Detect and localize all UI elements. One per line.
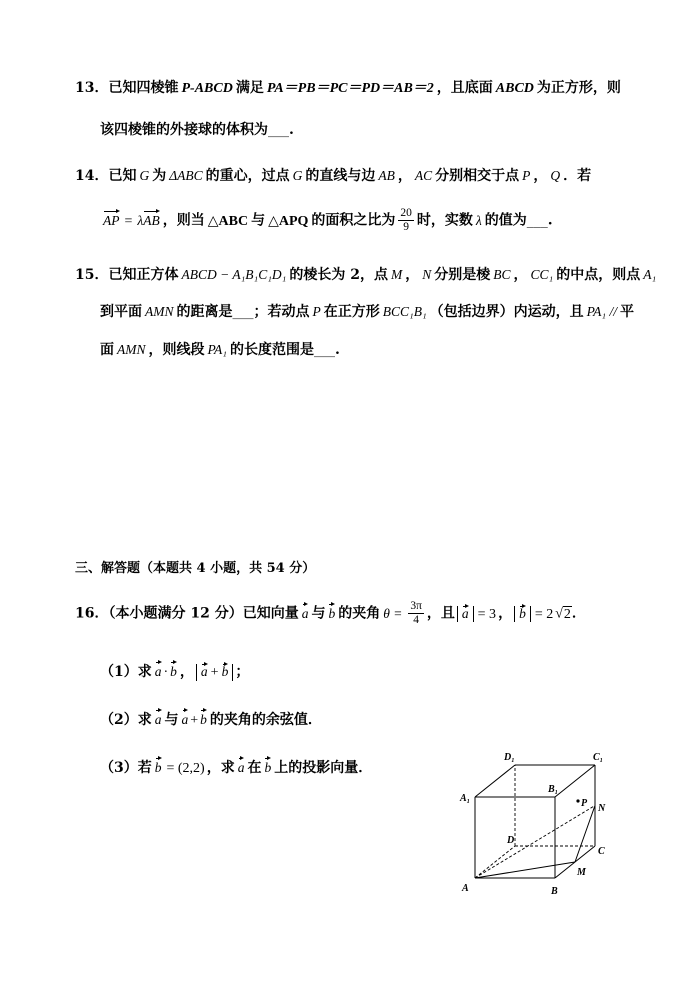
q16-p2-plus: + [190, 713, 199, 728]
q14-fraction [398, 207, 414, 234]
q15-text-2: 的棱长为 2，点 [289, 267, 388, 283]
q14-number: 14． [75, 168, 109, 184]
q16-p3-text-3: 上的投影向量． [274, 760, 373, 776]
segment-a-m [475, 862, 575, 878]
q16-theta: θ = [383, 605, 403, 621]
q14-math-g: G [139, 168, 150, 183]
cube-hidden-edges [475, 765, 595, 878]
q13-math-base: ABCD [495, 81, 534, 96]
q14-text-9: ，则当 [162, 212, 205, 229]
q15-answer-blank-2: ___ [313, 342, 335, 358]
q15-text-7: 到平面 [100, 304, 142, 320]
label-b1: B₁ [548, 784, 559, 795]
point-p-dot [576, 799, 579, 802]
q15-text-6: 的中点，则点 [556, 267, 641, 283]
q13-text-5: 该四棱锥的外接球的体积为 [100, 122, 268, 138]
q16-end: ． [571, 605, 586, 622]
q16-text-1: （本小题满分 12 分）已知向量 [108, 605, 299, 622]
q13-line-2 [100, 120, 294, 140]
q16-p3-vector-b: b [155, 758, 162, 778]
q15-line-1 [75, 265, 659, 285]
q15-text-11: （包括边界）内运动，且 [429, 304, 584, 320]
q14-text-2: 为 [152, 168, 167, 184]
q15-math-a1: A₁ [643, 267, 657, 282]
label-d1: D₁ [504, 752, 515, 763]
q14-fraction-denominator: 9 [403, 221, 410, 233]
q14-text-10: 与 [251, 212, 266, 229]
q14-math-ab: AB [378, 168, 395, 183]
q14-math-g-2: G [292, 168, 303, 183]
q16-p1-sum-a: a [200, 663, 208, 679]
q15-math-pa1: PA₁ [207, 342, 227, 357]
q16-p1-end: ； [235, 664, 250, 680]
label-b: B [551, 886, 558, 897]
q15-math-amn-2: AMN [117, 342, 146, 357]
q14-text-12: 时，实数 [416, 212, 473, 229]
q16-number: 16． [75, 605, 109, 622]
label-p: P [581, 798, 588, 809]
q16-p2-label: （2）求 [100, 712, 152, 728]
section-heading: 三、解答题（本题共 4 小题，共 54 分） [75, 561, 316, 576]
q15-math-pa1-parallel: PA₁ // [586, 304, 617, 319]
q16-p2-sum-b: b [200, 710, 207, 730]
q14-text-1: 已知 [108, 168, 137, 184]
label-a1: A₁ [460, 793, 471, 804]
q14-triangle-abc: △ABC [207, 213, 249, 229]
q16-part-1 [100, 662, 249, 683]
q13-number: 13． [75, 80, 109, 96]
cube-solid-edges [475, 765, 595, 878]
q13-text-3: ，且底面 [436, 80, 493, 96]
q16-p1-dot: · [163, 665, 169, 680]
q14-math-ac: AC [414, 168, 433, 183]
q14-text-5: ， [397, 168, 412, 184]
label-d: D [507, 835, 515, 846]
q15-math-amn: AMN [145, 304, 174, 319]
q14-line-2 [100, 207, 553, 234]
edge-a-d [475, 846, 515, 878]
q16-fraction-numerator: 3π [410, 600, 422, 612]
q16-p1-vector-b: b [170, 662, 177, 682]
q14-equals: = [124, 213, 133, 229]
q15-text-8: 的距离是 [176, 304, 233, 320]
q16-abs-b-vector: b [519, 605, 526, 621]
q14-text-7: ， [533, 168, 548, 184]
q15-math-n: N [422, 267, 432, 282]
q16-p2-text-1: 与 [164, 712, 179, 728]
q16-text-2: 与 [311, 605, 326, 622]
q16-p3-label: （3）若 [100, 760, 152, 776]
q14-math-q: Q [550, 168, 561, 183]
q13-line-1 [75, 78, 621, 99]
cube-figure [450, 745, 620, 900]
q16-abs-a-vector: a [461, 605, 469, 621]
q13-text-4: 为正方形，则 [536, 80, 621, 96]
q13-text-2: 满足 [235, 80, 264, 96]
q14-triangle-apq: △APQ [268, 213, 309, 229]
q16-p1-separator: ， [179, 664, 194, 680]
q14-text-3: 的重心，过点 [205, 168, 290, 184]
q15-math-cc1: CC₁ [530, 267, 554, 282]
edge-b1-c1 [555, 765, 595, 797]
q16-vector-b: b [328, 604, 335, 624]
q15-text-9: ；若动点 [253, 304, 310, 320]
q16-p1-sum-b: b [221, 663, 229, 679]
q14-vector-ab: AB [143, 211, 160, 231]
label-c1: C₁ [593, 752, 604, 763]
q14-vector-ap: AP [103, 211, 120, 231]
q14-text-6: 分别相交于点 [435, 168, 520, 184]
q13-math-equalities: PA＝PB＝PC＝PD＝AB＝2 [266, 81, 434, 96]
q16-p1-vector-a: a [155, 662, 162, 682]
q16-abs-a-value: = 3 [477, 606, 497, 622]
q15-line-2 [100, 302, 634, 322]
q16-sqrt-sign: √ [555, 606, 563, 622]
q16-part-3 [100, 758, 372, 779]
q15-text-5: ， [513, 267, 528, 283]
q14-text-13: 的值为 [484, 212, 527, 229]
q16-line-1 [75, 600, 586, 627]
q15-text-13: 面 [100, 342, 114, 358]
q13-math-pyramid: P-ABCD [181, 81, 233, 96]
label-m: M [577, 867, 586, 878]
q16-text-3: 的夹角 [338, 605, 381, 622]
q15-line-3 [100, 340, 340, 360]
q16-abs-b [514, 606, 531, 622]
q15-math-p: P [312, 304, 321, 319]
q14-lambda: λ [137, 212, 144, 228]
q16-p3-text-1: ，求 [206, 760, 235, 776]
q15-text-14: ，则线段 [148, 342, 205, 358]
q16-fraction-denominator: 4 [413, 614, 419, 626]
q16-p3-vector-b-2: b [264, 758, 271, 778]
q15-math-cube: ABCD − A₁B₁C₁D₁ [181, 267, 287, 282]
q16-text-4: ，且 [426, 605, 455, 622]
q15-text-1: 已知正方体 [108, 267, 179, 283]
q14-math-triangle-abc: ΔABC [169, 168, 203, 183]
q14-math-lambda: λ [475, 212, 482, 228]
q15-text-15: 的长度范围是 [229, 342, 314, 358]
label-c: C [598, 846, 605, 857]
label-a: A [462, 883, 469, 894]
q16-p1-plus: + [210, 664, 219, 680]
q16-p1-abs-sum [196, 664, 233, 681]
q16-abs-a [457, 606, 474, 622]
q16-p3-text-2: 在 [247, 760, 262, 776]
q16-p1-label: （1）求 [100, 664, 152, 680]
q15-end: . [334, 342, 340, 358]
q16-fraction [408, 600, 424, 627]
q16-sqrt-argument: 2 [563, 606, 571, 622]
q13-text-1: 已知四棱锥 [108, 80, 179, 96]
q16-p3-vector-a: a [238, 758, 245, 778]
q14-text-11: 的面积之比为 [311, 212, 396, 229]
q16-p2-text-2: 的夹角的余弦值． [209, 712, 322, 728]
q14-end: . [547, 212, 553, 229]
q15-math-face: BCC₁B₁ [382, 304, 427, 319]
q15-text-10: 在正方形 [323, 304, 380, 320]
q14-fraction-numerator: 20 [400, 207, 412, 219]
q14-answer-blank: ___ [526, 212, 548, 229]
q16-text-5: ， [498, 605, 513, 622]
q16-part-2 [100, 710, 322, 731]
q14-line-1 [75, 166, 591, 186]
q15-answer-blank-1: ___ [232, 304, 254, 320]
q14-text-8: ．若 [563, 168, 592, 184]
q13-answer-blank: ___ [268, 122, 289, 138]
q16-p2-vector-a: a [155, 710, 162, 730]
q13-end: . [289, 122, 294, 138]
q15-number: 15． [75, 267, 109, 283]
q15-text-3: ， [405, 267, 420, 283]
q14-text-4: 的直线与边 [305, 168, 376, 184]
q15-text-12: 平 [619, 304, 634, 320]
q16-p3-equals: = (2,2) [166, 761, 205, 776]
label-n: N [598, 803, 606, 814]
q15-math-bc: BC [493, 267, 511, 282]
q16-vector-a: a [302, 604, 309, 624]
q14-math-p: P [522, 168, 531, 183]
q16-p2-sum-a: a [182, 710, 189, 730]
q15-text-4: 分别是棱 [434, 267, 491, 283]
edge-a1-d1 [475, 765, 515, 797]
q15-math-m: M [391, 267, 403, 282]
q16-abs-b-value: = 2 [534, 606, 554, 622]
